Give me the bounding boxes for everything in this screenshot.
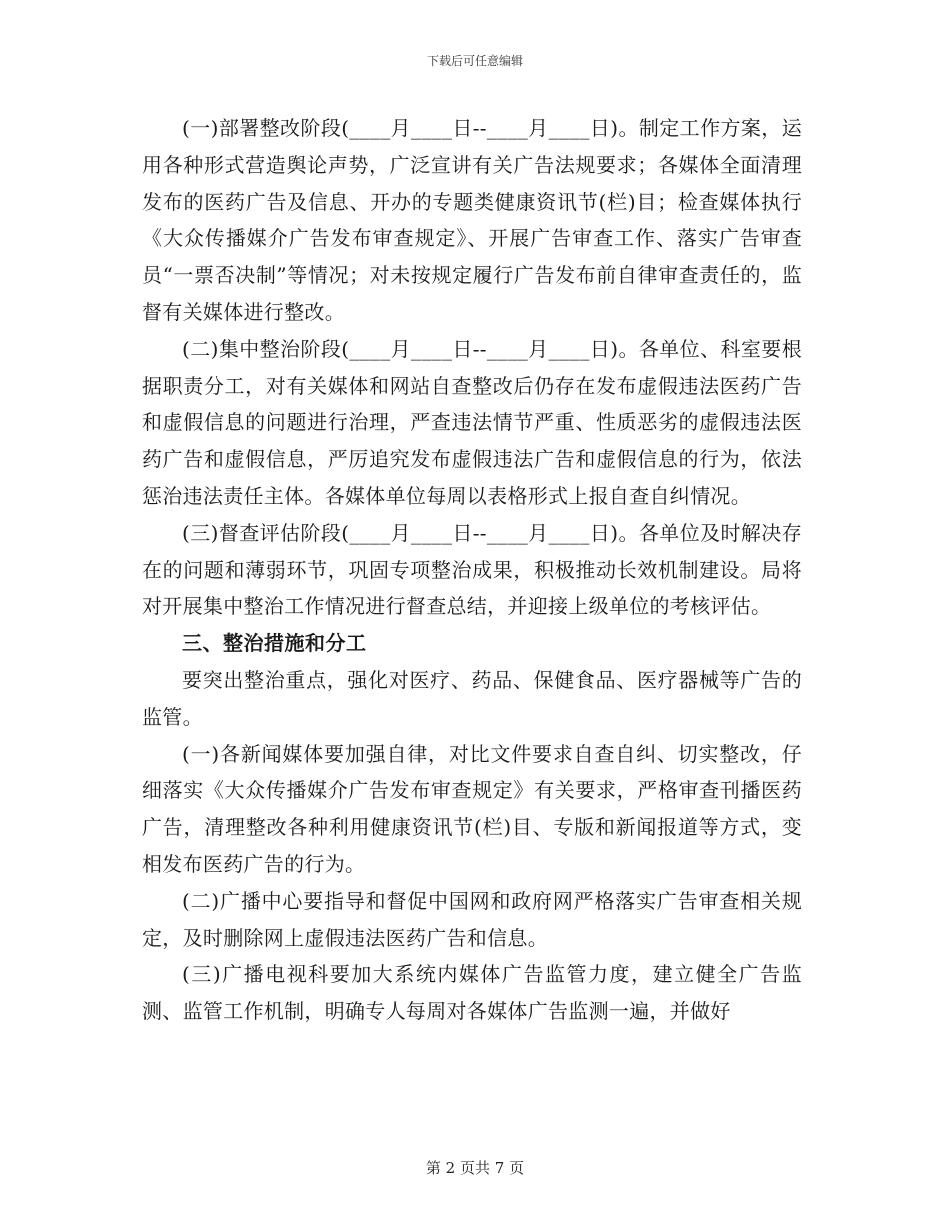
document-body [142,110,802,1030]
page-number: 第 2 页共 7 页 [425,1159,525,1177]
section-heading-measures: 三、整治措施和分工 [182,631,367,656]
paragraph-broadcast-center: (二)广播中心要指导和督促中国网和政府网严格落实广告审查相关规定，及时删除网上虚假违法医药广告和信息。 [142,888,802,950]
page-header-note: 下载后可任意编辑 [426,54,523,68]
paragraph-concentrated-phase: (二)集中整治阶段(____月____日--____月____日)。各单位、科室要根据职责分工，对有关媒体和网站自查整改后仍存在发布虚假违法医药广告和虚假信息的问题进行治理，严查违法情节严重、性质恶劣的虚假违法医药广告和虚假信息，严厉追究发布虚假违法广告和虚假信息的行为，依法惩治违法责任主体。各媒体单位每周以表格形式上报自查自纠情况。 [142,336,802,508]
paragraph-measures-intro: 要突出整治重点，强化对医疗、药品、保健食品、医疗器械等广告的监管。 [142,667,802,729]
paragraph-review-phase: (三)督查评估阶段(____月____日--____月____日)。各单位及时解决存在的问题和薄弱环节，巩固专项整治成果，积极推动长效机制建设。局将对开展集中整治工作情况进行督查总结，并迎接上级单位的考核评估。 [142,520,802,619]
paragraph-deployment-phase: (一)部署整改阶段(____月____日--____月____日)。制定工作方案，运用各种形式营造舆论声势，广泛宣讲有关广告法规要求；各媒体全面清理发布的医药广告及信息、开办的专题类健康资讯节(栏)目；检查媒体执行《大众传播媒介广告发布审查规定》、开展广告审查工作、落实广告审查员“一票否决制”等情况；对未按规定履行广告发布前自律审查责任的，监督有关媒体进行整改。 [142,116,802,324]
paragraph-radio-tv-section: (三)广播电视科要加大系统内媒体广告监管力度，建立健全广告监测、监管工作机制，明确专人每周对各媒体广告监测一遍，并做好 [142,962,802,1024]
paragraph-news-media: (一)各新闻媒体要加强自律，对比文件要求自查自纠、切实整改，仔细落实《大众传播媒介广告发布审查规定》有关要求，严格审查刊播医药广告，清理整改各种利用健康资讯节(栏)目、专版和新闻报道等方式，变相发布医药广告的行为。 [142,741,802,876]
